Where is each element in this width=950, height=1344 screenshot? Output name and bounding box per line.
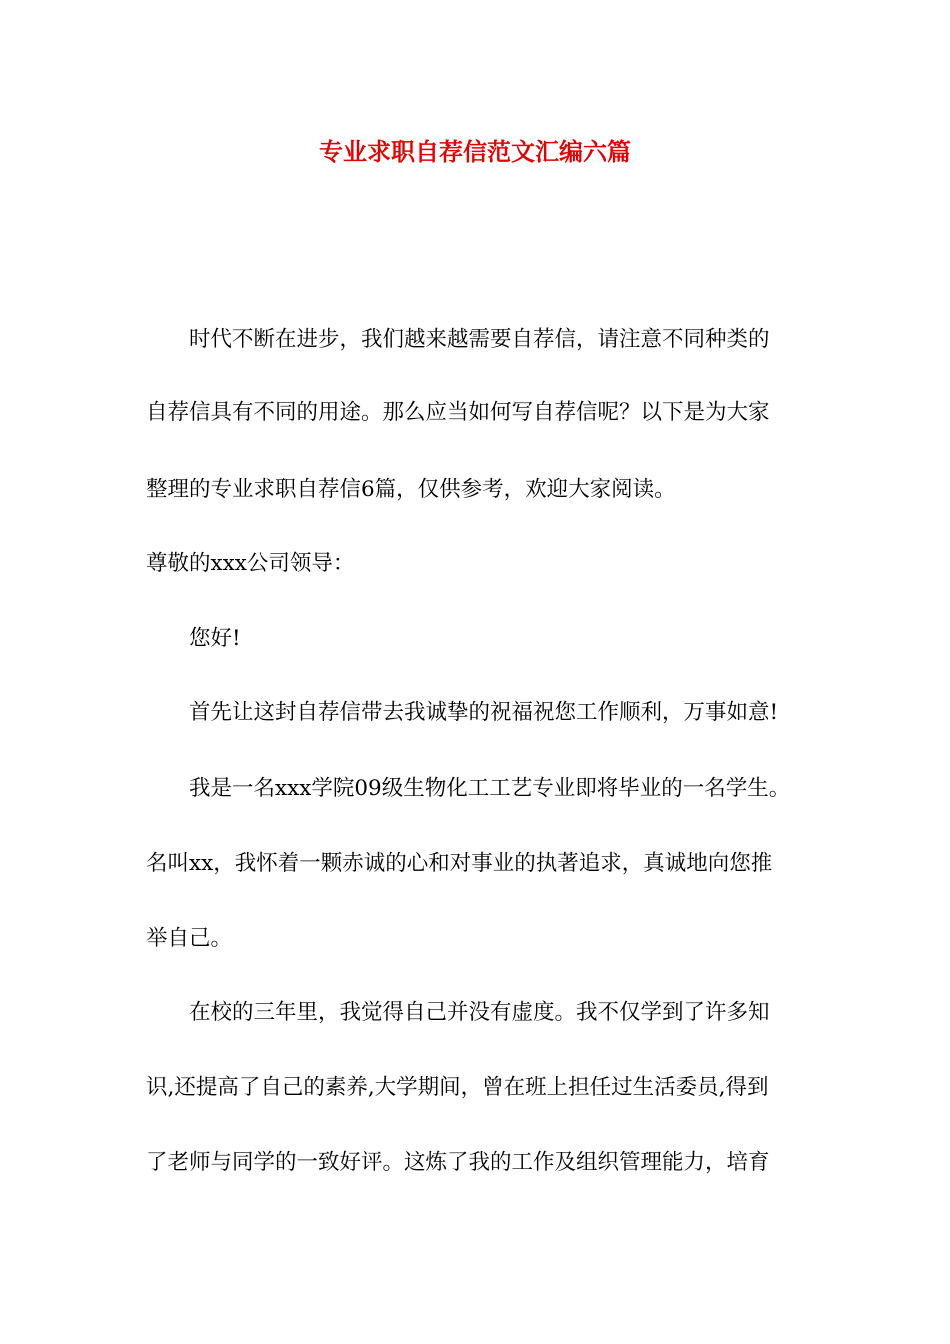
paragraph-line: 识,还提高了自己的素养,大学期间，曾在班上担任过生活委员,得到 [146,1075,769,1100]
salutation: 尊敬的xxx公司领导： [146,551,355,576]
paragraph-line: 举自己。 [146,926,233,951]
greeting: 您好! [189,626,241,651]
paragraph-line: 时代不断在进步，我们越来越需要自荐信，请注意不同种类的 [189,327,770,352]
paragraph-line: 在校的三年里，我觉得自己并没有虚度。我不仅学到了许多知 [189,1000,770,1025]
paragraph-line: 我是一名xxx学院09级生物化工工艺专业即将毕业的一名学生。 [189,776,791,801]
paragraph-line: 整理的专业求职自荐信6篇，仅供参考，欢迎大家阅读。 [146,477,676,502]
paragraph-line: 自荐信具有不同的用途。那么应当如何写自荐信呢？以下是为大家 [146,400,770,425]
paragraph-line: 了老师与同学的一致好评。这炼了我的工作及组织管理能力，培育 [146,1150,770,1175]
document-title: 专业求职自荐信范文汇编六篇 [319,137,631,166]
paragraph-line: 首先让这封自荐信带去我诚挚的祝福祝您工作顺利，万事如意! [189,700,779,725]
paragraph-line: 名叫xx，我怀着一颗赤诚的心和对事业的执著追求，真诚地向您推 [146,851,773,876]
